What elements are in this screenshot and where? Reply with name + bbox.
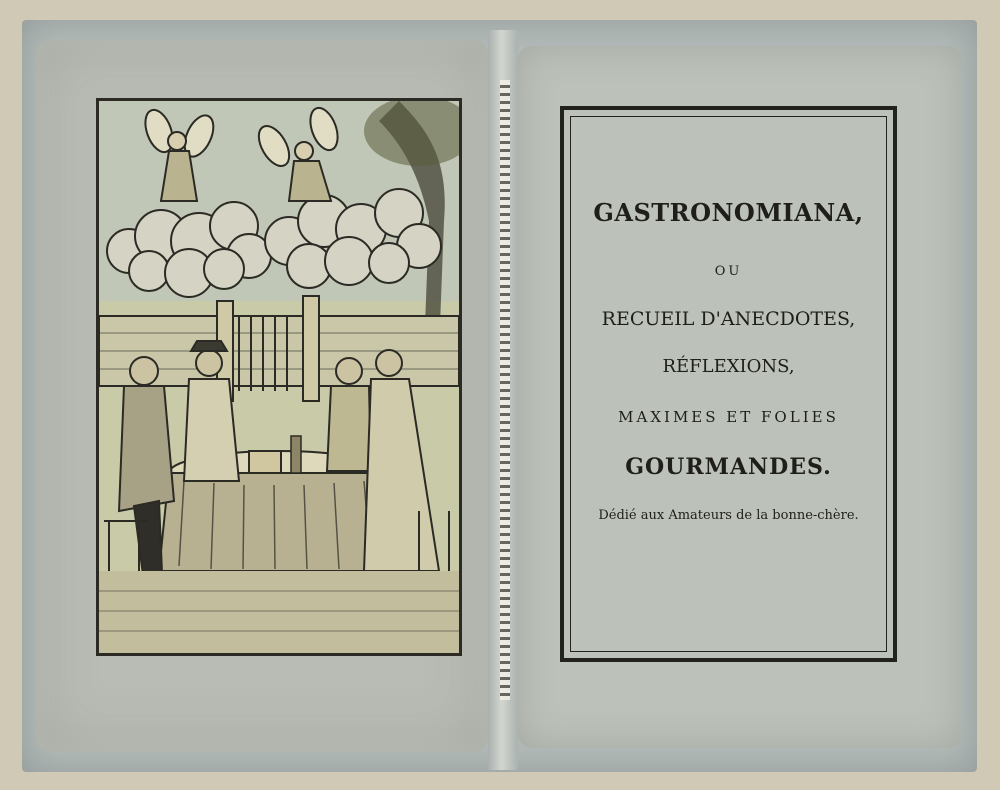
subtitle-line-4: GOURMANDES. (625, 454, 832, 480)
title-frame-inner (570, 116, 887, 652)
book-title: GASTRONOMIANA, (593, 198, 864, 227)
subtitle-line-1: RECUEIL D'ANECDOTES, (601, 308, 856, 330)
frontispiece-illustration (99, 101, 459, 653)
subtitle-line-3: MAXIMES ET FOLIES (618, 408, 839, 426)
spine-stitching (500, 80, 510, 700)
frontispiece-woodcut (96, 98, 462, 656)
subtitle-line-2: RÉFLEXIONS, (662, 356, 795, 377)
title-connector: OU (714, 264, 743, 279)
dedication: Dédié aux Amateurs de la bonne-chère. (598, 508, 859, 523)
